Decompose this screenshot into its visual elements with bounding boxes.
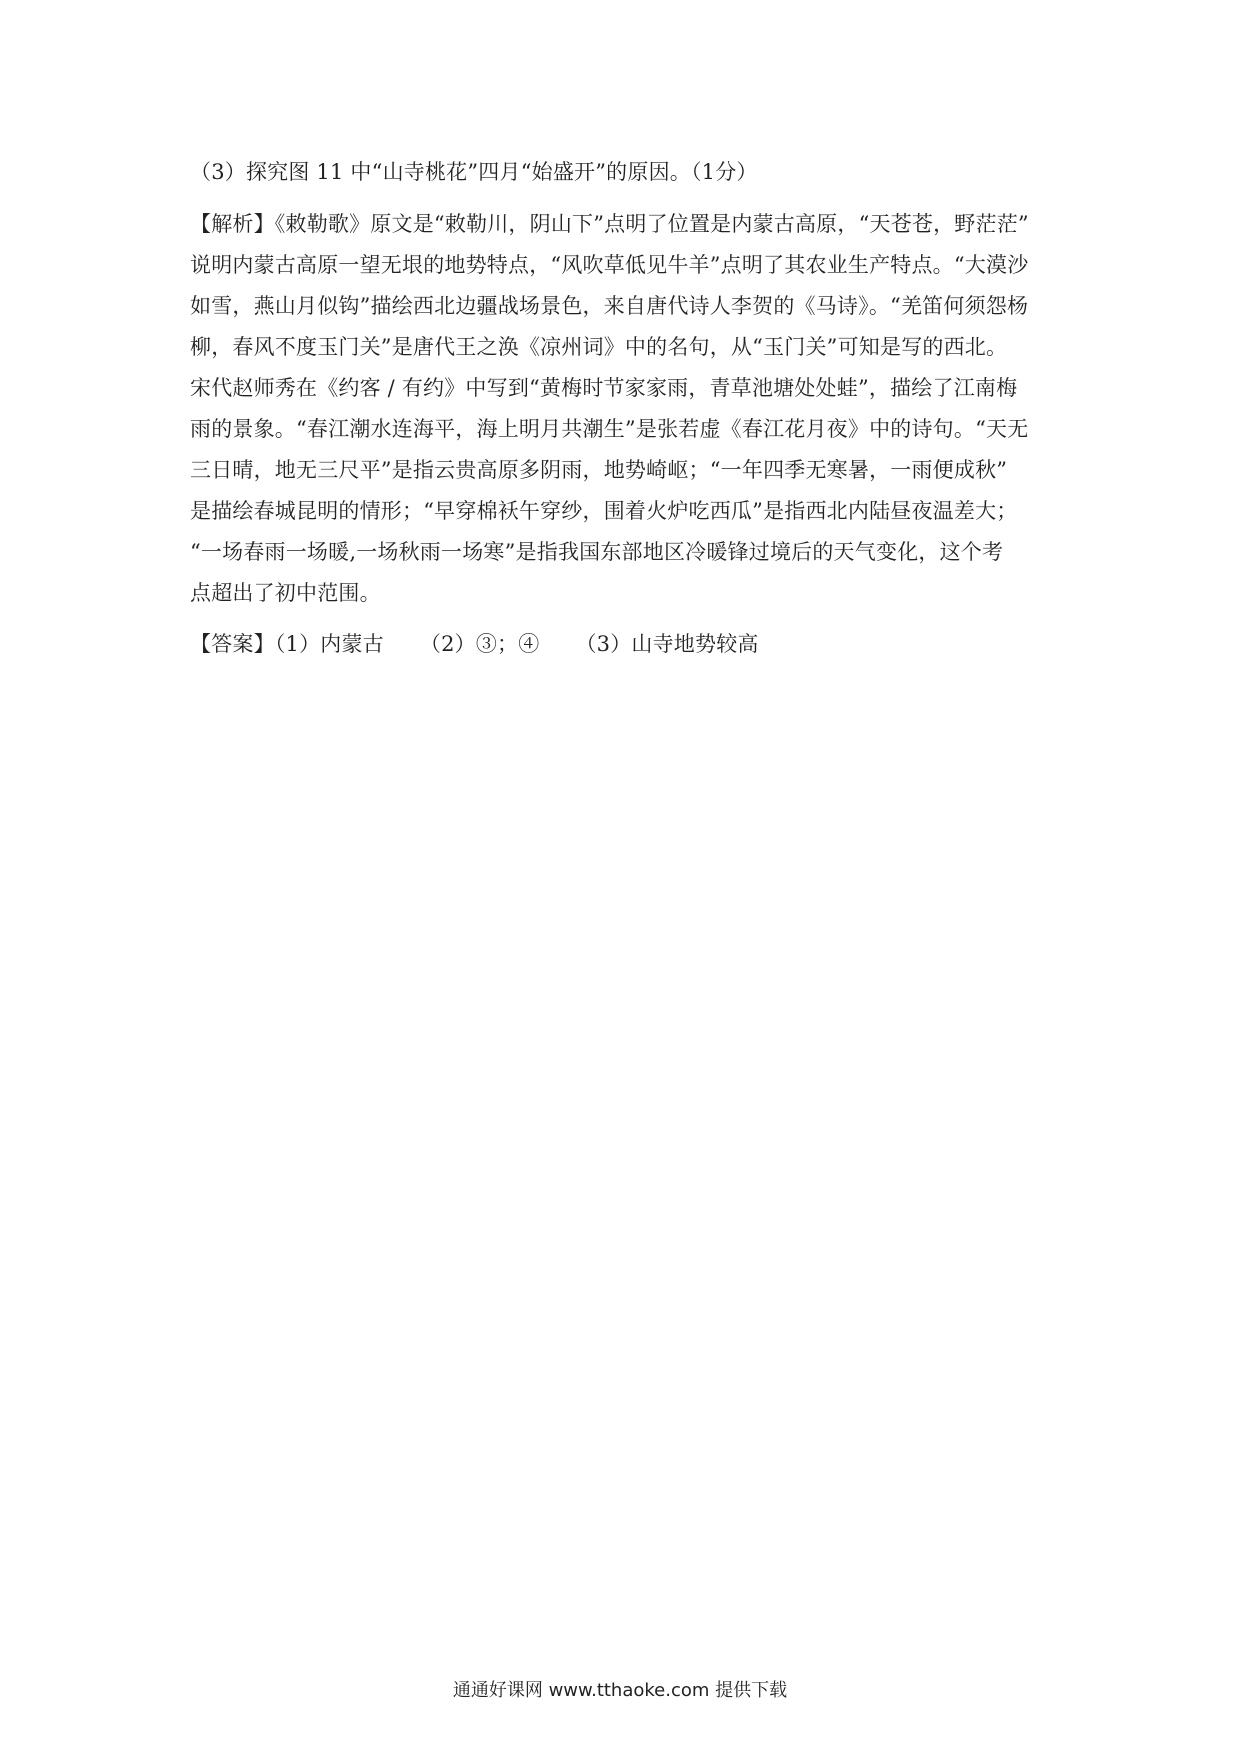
answer-section xyxy=(190,624,1062,665)
page-footer: 通通好课网 www.tthaoke.com 提供下载 xyxy=(452,1680,788,1701)
analysis-line: 是描绘春城昆明的情形；“早穿棉袄午穿纱，围着火炉吃西瓜”是指西北内陆昼夜温差大； xyxy=(190,499,1018,523)
analysis-line: 点超出了初中范围。 xyxy=(190,581,381,605)
analysis-line: 如雪，燕山月似钩”描绘西北边疆战场景色，来自唐代诗人李贺的《马诗》。“羌笛何须怨杨 xyxy=(190,294,1029,318)
answer-label: 【答案】 xyxy=(190,632,275,656)
analysis-line: 说明内蒙古高原一望无垠的地势特点，“风吹草低见牛羊”点明了其农业生产特点。“大漠沙 xyxy=(190,253,1029,277)
question-text: （3）探究图 11 中“山寺桃花”四月“始盛开”的原因。（1分） xyxy=(190,160,758,184)
analysis-line: 三日晴，地无三尺平”是指云贵高原多阴雨，地势崎岖；“一年四季无寒暑，一雨便成秋” xyxy=(190,458,1008,482)
analysis-section xyxy=(190,204,1062,614)
analysis-line: 雨的景象。“春江潮水连海平，海上明月共潮生”是张若虚《春江花月夜》中的诗句。“天无 xyxy=(190,417,1029,441)
analysis-line: 宋代赵师秀在《约客 / 有约》中写到“黄梅时节家家雨，青草池塘处处蛙”，描绘了江南梅 xyxy=(190,376,1018,400)
analysis-line: “一场春雨一场暖,一场秋雨一场寒”是指我国东部地区冷暖锋过境后的天气变化，这个考 xyxy=(190,540,1004,564)
answer-part-3: （3）山寺地势较高 xyxy=(575,632,759,656)
analysis-line: 【解析】《敕勒歌》原文是“敕勒川，阴山下”点明了位置是内蒙古高原，“天苍苍，野茫茫” xyxy=(190,212,1029,236)
analysis-line: 柳，春风不度玉门关”是唐代王之涣《凉州词》中的名句，从“玉门关”可知是写的西北。 xyxy=(190,335,1008,359)
answer-part-1: （1）内蒙古 xyxy=(274,632,384,656)
answer-part-2: （2）③；④ xyxy=(419,632,540,656)
document-body xyxy=(190,152,1062,665)
